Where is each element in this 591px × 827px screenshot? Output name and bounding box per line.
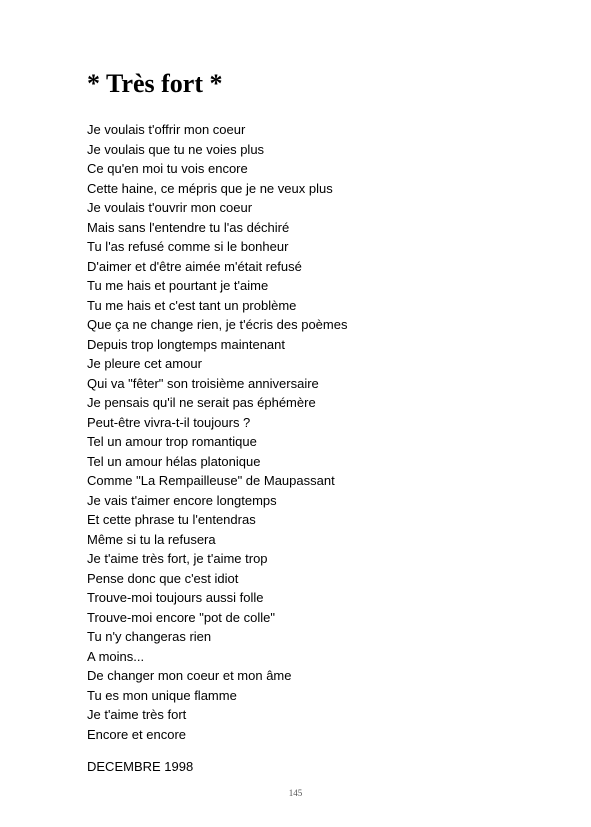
poem-line: Tu me hais et c'est tant un problème bbox=[87, 297, 297, 313]
poem-line: Qui va "fêter" son troisième anniversaire bbox=[87, 375, 319, 391]
poem-line: Pense donc que c'est idiot bbox=[87, 570, 239, 586]
poem-line: Ce qu'en moi tu vois encore bbox=[87, 161, 248, 176]
poem-body bbox=[87, 120, 347, 744]
poem-date: DECEMBRE 1998 bbox=[87, 759, 194, 774]
poem-line: Je voulais t'ouvrir mon coeur bbox=[87, 200, 253, 215]
poem-line: Tel un amour trop romantique bbox=[87, 434, 257, 449]
poem-line: Et cette phrase tu l'entendras bbox=[87, 512, 256, 527]
poem-line: Depuis trop longtemps maintenant bbox=[87, 336, 286, 352]
poem-line: Je voulais que tu ne voies plus bbox=[87, 141, 265, 157]
poem-line: Je vais t'aimer encore longtemps bbox=[87, 492, 277, 508]
poem-line: Mais sans l'entendre tu l'as déchiré bbox=[87, 219, 290, 235]
page-number: 145 bbox=[288, 788, 303, 798]
poem-line: Tu l'as refusé comme si le bonheur bbox=[87, 239, 289, 254]
poem-line: Je pensais qu'il ne serait pas éphémère bbox=[87, 395, 316, 410]
poem-line: A moins... bbox=[87, 648, 145, 664]
poem-line: Je t'aime très fort bbox=[87, 707, 187, 722]
poem-line: Comme "La Rempailleuse" de Maupassant bbox=[87, 473, 335, 488]
poem-line: Je pleure cet amour bbox=[87, 356, 202, 371]
poem-line: Je voulais t'offrir mon coeur bbox=[87, 122, 246, 137]
poem-line: Trouve-moi toujours aussi folle bbox=[87, 590, 264, 605]
poem-line: D'aimer et d'être aimée m'était refusé bbox=[87, 258, 302, 274]
poem-line: Cette haine, ce mépris que je ne veux plus bbox=[87, 180, 333, 196]
poem-line: Tu es mon unique flamme bbox=[87, 687, 237, 703]
poem-line: Que ça ne change rien, je t'écris des poèmes bbox=[87, 317, 348, 332]
poem-line: Tu n'y changeras rien bbox=[87, 629, 212, 644]
poem-line: Même si tu la refusera bbox=[87, 531, 216, 547]
poem-line: Encore et encore bbox=[87, 726, 187, 742]
poem-line: Tel un amour hélas platonique bbox=[87, 453, 261, 469]
poem-line: Je t'aime très fort, je t'aime trop bbox=[87, 551, 268, 566]
poem-title: * Très fort * bbox=[87, 69, 223, 98]
poem-line: Trouve-moi encore "pot de colle" bbox=[87, 609, 275, 625]
poem-line: Peut-être vivra-t-il toujours ? bbox=[87, 414, 251, 430]
poem-line: De changer mon coeur et mon âme bbox=[87, 668, 292, 683]
poem-line: Tu me hais et pourtant je t'aime bbox=[87, 278, 269, 293]
